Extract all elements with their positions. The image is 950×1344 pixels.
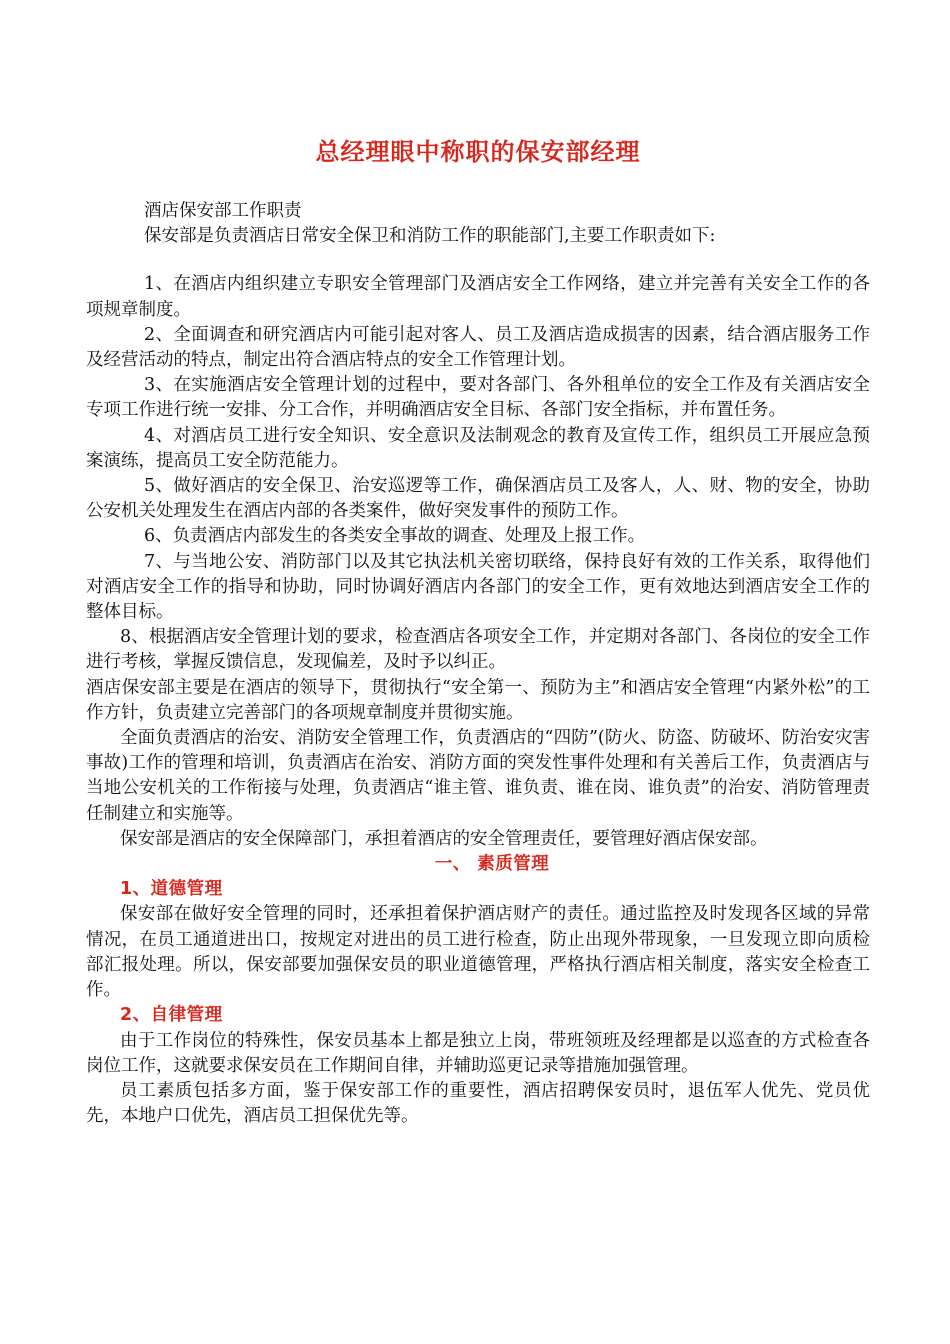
summary-paragraph-2: 全面负责酒店的治安、消防安全管理工作，负责酒店的“四防”(防火、防盗、防破坏、防治安灾害事故)工作的管理和培训，负责酒店在治安、消防方面的突发性事件处理和有关善后工作，负责酒店与当地公安机关的工作衔接与处理，负责酒店“谁主管、谁负责、谁在岗、谁负责”的治安、消防管理责任制建立和实施等。 [86,728,870,824]
section-title-quality: 一、 素质管理 [434,854,550,875]
duty-item-5: 5、做好酒店的安全保卫、治安巡逻等工作，确保酒店员工及客人，人、财、物的安全，协助公安机关处理发生在酒店内部的各类案件，做好突发事件的预防工作。 [86,476,870,522]
summary-paragraph-1: 酒店保安部主要是在酒店的领导下，贯彻执行“安全第一、预防为主”和酒店安全管理“内紧外松”的工作方针，负责建立完善部门的各项规章制度并贯彻实施。 [86,677,870,723]
spacer [86,249,870,272]
duty-item-8: 8、根据酒店安全管理计划的要求，检查酒店各项安全工作，并定期对各部门、各岗位的安全工作进行考核，掌握反馈信息，发现偏差，及时予以纠正。 [86,627,870,673]
subsection-title-discipline: 2、自律管理 [120,1005,223,1026]
intro-lead: 保安部是负责酒店日常安全保卫和消防工作的职能部门,主要工作职责如下: [144,226,716,247]
duty-item-1: 1、在酒店内组织建立专职安全管理部门及酒店安全工作网络，建立并完善有关安全工作的各项规章制度。 [86,274,870,320]
summary-paragraph-3: 保安部是酒店的安全保障部门，承担着酒店的安全管理责任，要管理好酒店保安部。 [120,828,768,849]
document-body [86,199,870,1129]
duty-item-4: 4、对酒店员工进行安全知识、安全意识及法制观念的教育及宣传工作，组织员工开展应急预案演练，提高员工安全防范能力。 [86,425,870,471]
duty-item-7: 7、与当地公安、消防部门以及其它执法机关密切联络，保持良好有效的工作关系，取得他们对酒店安全工作的指导和协助，同时协调好酒店内各部门的安全工作，更有效地达到酒店安全工作的整体目标。 [86,551,870,623]
discipline-paragraph-1: 由于工作岗位的特殊性，保安员基本上都是独立上岗，带班领班及经理都是以巡查的方式检查各岗位工作，这就要求保安员在工作期间自律，并辅助巡更记录等措施加强管理。 [86,1030,870,1076]
duty-item-2: 2、全面调查和研究酒店内可能引起对客人、员工及酒店造成损害的因素，结合酒店服务工作及经营活动的特点，制定出符合酒店特点的安全工作管理计划。 [86,324,870,371]
duty-item-3: 3、在实施酒店安全管理计划的过程中，要对各部门、各外租单位的安全工作及有关酒店安全专项工作进行统一安排、分工合作，并明确酒店安全目标、各部门安全指标，并布置任务。 [86,375,870,421]
intro-heading: 酒店保安部工作职责 [144,201,302,221]
discipline-paragraph-2: 员工素质包括多方面，鉴于保安部工作的重要性，酒店招聘保安员时，退伍军人优先、党员优先，本地户口优先，酒店员工担保优先等。 [86,1080,870,1127]
moral-paragraph: 保安部在做好安全管理的同时，还承担着保护酒店财产的责任。通过监控及时发现各区域的异常情况，在员工通道进出口，按规定对进出的员工进行检查，防止出现外带现象，一旦发现立即向质检部汇报处理。所以，保安部要加强保安员的职业道德管理，严格执行酒店相关制度，落实安全检查工作。 [86,904,870,1001]
document-title: 总经理眼中称职的保安部经理 [315,138,641,166]
duty-item-6: 6、负责酒店内部发生的各类安全事故的调查、处理及上报工作。 [144,526,646,547]
subsection-title-moral: 1、道德管理 [120,879,223,900]
